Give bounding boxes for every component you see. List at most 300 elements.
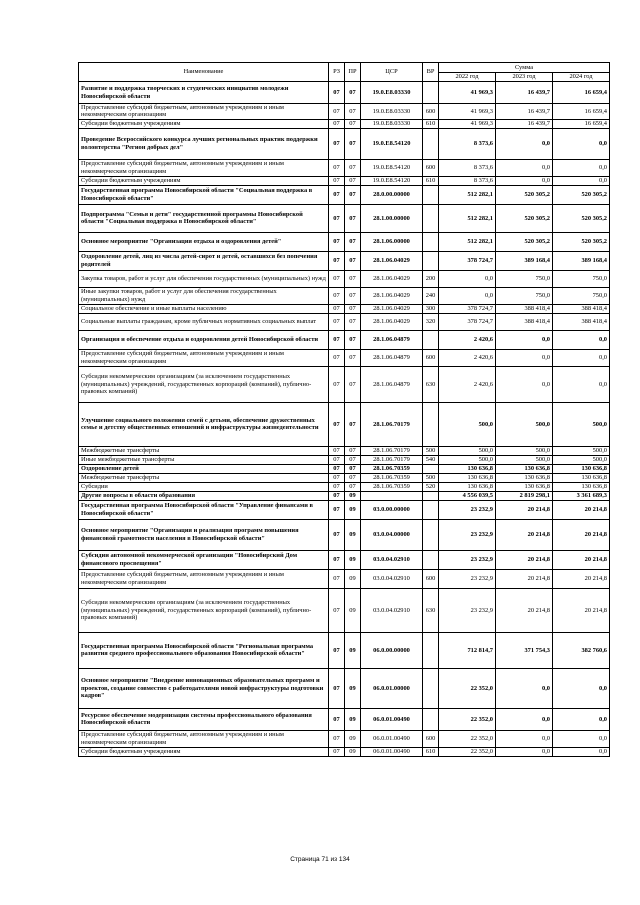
cell-pr: 07 xyxy=(345,159,361,176)
cell-csr: 19.0.E8.54120 xyxy=(361,128,423,159)
cell-2022: 23 232,9 xyxy=(439,588,496,632)
cell-name: Социальные выплаты гражданам, кроме публичных нормативных социальных выплат xyxy=(79,313,329,330)
cell-2024: 500,0 xyxy=(553,446,610,455)
cell-csr: 06.0.01.00490 xyxy=(361,747,423,756)
cell-vr xyxy=(423,232,439,251)
cell-2023: 750,0 xyxy=(496,287,553,304)
cell-rz: 07 xyxy=(329,176,345,185)
header-year-2022: 2022 год xyxy=(439,73,496,82)
cell-2024: 0,0 xyxy=(553,330,610,349)
table-row xyxy=(79,104,610,120)
cell-pr: 07 xyxy=(345,304,361,313)
cell-rz: 07 xyxy=(329,519,345,550)
cell-2022: 8 373,6 xyxy=(439,128,496,159)
cell-2024: 130 636,8 xyxy=(553,473,610,482)
cell-2023: 0,0 xyxy=(496,128,553,159)
cell-vr: 600 xyxy=(423,569,439,588)
cell-2023: 0,0 xyxy=(496,747,553,756)
table-row xyxy=(79,519,610,550)
cell-2022: 0,0 xyxy=(439,287,496,304)
cell-name: Ресурсное обеспечение модернизации системы профессионального образования Новосибирской области xyxy=(79,708,329,730)
cell-2022: 712 814,7 xyxy=(439,632,496,668)
cell-2022: 512 282,1 xyxy=(439,232,496,251)
cell-name: Организация и обеспечение отдыха и оздоровления детей Новосибирской области xyxy=(79,330,329,349)
header-pr: ПР xyxy=(345,63,361,82)
cell-rz: 07 xyxy=(329,402,345,446)
cell-2022: 22 352,0 xyxy=(439,708,496,730)
cell-2024: 500,0 xyxy=(553,455,610,464)
header-vr: ВР xyxy=(423,63,439,82)
cell-pr: 07 xyxy=(345,251,361,270)
cell-name: Улучшение социального положения семей с детьми, обеспечение дружественных семье и детству общественных отношений и инфраструктуры жизнедеятельности xyxy=(79,402,329,446)
cell-name: Оздоровление детей, лиц из числа детей-сирот и детей, оставшихся без попечения родителей xyxy=(79,251,329,270)
table-row xyxy=(79,747,610,756)
cell-vr: 200 xyxy=(423,270,439,287)
cell-vr xyxy=(423,708,439,730)
cell-pr: 09 xyxy=(345,668,361,708)
cell-name: Иные закупки товаров, работ и услуг для обеспечения государственных (муниципальных) нужд xyxy=(79,287,329,304)
cell-2022: 500,0 xyxy=(439,455,496,464)
cell-2024: 388 418,4 xyxy=(553,304,610,313)
table-row xyxy=(79,251,610,270)
cell-2024: 0,0 xyxy=(553,747,610,756)
cell-2024: 750,0 xyxy=(553,270,610,287)
cell-2022: 2 420,6 xyxy=(439,330,496,349)
cell-vr xyxy=(423,668,439,708)
cell-2023: 388 418,4 xyxy=(496,313,553,330)
cell-vr: 600 xyxy=(423,104,439,120)
cell-pr: 09 xyxy=(345,550,361,569)
cell-csr: 03.0.04.02910 xyxy=(361,569,423,588)
cell-name: Субсидии бюджетным учреждениям xyxy=(79,176,329,185)
table-row xyxy=(79,588,610,632)
page-footer: Страница 71 из 134 xyxy=(290,856,350,863)
table-row xyxy=(79,330,610,349)
cell-csr: 28.1.06.70359 xyxy=(361,482,423,491)
cell-vr xyxy=(423,632,439,668)
cell-2022: 130 636,8 xyxy=(439,464,496,473)
cell-csr: 06.0.00.00000 xyxy=(361,632,423,668)
table-row xyxy=(79,632,610,668)
cell-pr: 07 xyxy=(345,82,361,104)
cell-rz: 07 xyxy=(329,455,345,464)
cell-pr: 09 xyxy=(345,708,361,730)
table-row xyxy=(79,464,610,473)
cell-2022: 8 373,6 xyxy=(439,176,496,185)
cell-name: Государственная программа Новосибирской области "Социальная поддержка в Новосибирской области" xyxy=(79,185,329,204)
cell-2022: 130 636,8 xyxy=(439,482,496,491)
table-row xyxy=(79,730,610,747)
table-row xyxy=(79,287,610,304)
cell-vr: 600 xyxy=(423,730,439,747)
cell-pr: 07 xyxy=(345,330,361,349)
cell-pr: 09 xyxy=(345,730,361,747)
cell-rz: 07 xyxy=(329,304,345,313)
cell-rz: 07 xyxy=(329,287,345,304)
cell-2022: 512 282,1 xyxy=(439,185,496,204)
cell-2023: 130 636,8 xyxy=(496,482,553,491)
cell-2024: 20 214,8 xyxy=(553,519,610,550)
header-rz: РЗ xyxy=(329,63,345,82)
cell-2023: 2 819 298,1 xyxy=(496,491,553,500)
cell-csr: 28.1.06.70179 xyxy=(361,446,423,455)
cell-2024: 389 168,4 xyxy=(553,251,610,270)
cell-2022: 512 282,1 xyxy=(439,204,496,232)
cell-vr xyxy=(423,128,439,159)
cell-vr: 500 xyxy=(423,446,439,455)
cell-2022: 22 352,0 xyxy=(439,747,496,756)
table-row xyxy=(79,482,610,491)
cell-pr: 09 xyxy=(345,588,361,632)
cell-pr: 07 xyxy=(345,446,361,455)
cell-rz: 07 xyxy=(329,251,345,270)
cell-rz: 07 xyxy=(329,270,345,287)
cell-2022: 130 636,8 xyxy=(439,473,496,482)
cell-vr: 600 xyxy=(423,159,439,176)
cell-2024: 520 305,2 xyxy=(553,204,610,232)
budget-table xyxy=(78,62,610,757)
cell-2023: 388 418,4 xyxy=(496,304,553,313)
cell-2024: 130 636,8 xyxy=(553,464,610,473)
cell-name: Другие вопросы в области образования xyxy=(79,491,329,500)
cell-pr: 07 xyxy=(345,204,361,232)
cell-name: Субсидии бюджетным учреждениям xyxy=(79,747,329,756)
cell-csr: 28.1.06.04029 xyxy=(361,251,423,270)
cell-vr: 320 xyxy=(423,313,439,330)
table-row xyxy=(79,82,610,104)
cell-csr: 28.1.00.00000 xyxy=(361,204,423,232)
cell-name: Субсидии некоммерческим организациям (за исключением государственных (муниципальных) учреждений, государственных корпораций (компаний), публично-правовых компаний) xyxy=(79,366,329,402)
cell-2024: 0,0 xyxy=(553,128,610,159)
cell-2022: 378 724,7 xyxy=(439,304,496,313)
cell-2024: 0,0 xyxy=(553,159,610,176)
cell-2024: 20 214,8 xyxy=(553,569,610,588)
cell-pr: 07 xyxy=(345,402,361,446)
cell-2023: 0,0 xyxy=(496,330,553,349)
cell-csr: 28.1.06.04029 xyxy=(361,270,423,287)
cell-2024: 20 214,8 xyxy=(553,500,610,519)
cell-2023: 520 305,2 xyxy=(496,185,553,204)
cell-name: Государственная программа Новосибирской области "Управление финансами в Новосибирской области" xyxy=(79,500,329,519)
cell-csr: 03.0.04.02910 xyxy=(361,588,423,632)
cell-vr xyxy=(423,402,439,446)
cell-2024: 0,0 xyxy=(553,668,610,708)
cell-name: Основное мероприятие "Организация отдыха и оздоровления детей" xyxy=(79,232,329,251)
cell-2023: 500,0 xyxy=(496,455,553,464)
cell-2024: 0,0 xyxy=(553,176,610,185)
cell-pr: 07 xyxy=(345,313,361,330)
cell-2023: 20 214,8 xyxy=(496,569,553,588)
table-row xyxy=(79,500,610,519)
cell-2023: 520 305,2 xyxy=(496,232,553,251)
cell-2022: 0,0 xyxy=(439,270,496,287)
cell-vr xyxy=(423,330,439,349)
table-row xyxy=(79,446,610,455)
cell-2022: 23 232,9 xyxy=(439,550,496,569)
cell-2023: 0,0 xyxy=(496,349,553,366)
cell-name: Проведение Всероссийского конкурса лучших региональных практик поддержки волонтерства "Регион добрых дел" xyxy=(79,128,329,159)
cell-csr: 28.0.00.00000 xyxy=(361,185,423,204)
cell-2024: 388 418,4 xyxy=(553,313,610,330)
cell-2024: 520 305,2 xyxy=(553,232,610,251)
cell-2024: 16 659,4 xyxy=(553,104,610,120)
cell-2024: 16 659,4 xyxy=(553,119,610,128)
cell-name: Субсидии автономной некоммерческой организации "Новосибирский Дом финансового просвещения" xyxy=(79,550,329,569)
table-body xyxy=(79,82,610,757)
cell-vr xyxy=(423,204,439,232)
cell-csr: 28.1.06.70179 xyxy=(361,402,423,446)
table-row xyxy=(79,455,610,464)
cell-2023: 371 754,3 xyxy=(496,632,553,668)
cell-2024: 130 636,8 xyxy=(553,482,610,491)
cell-vr: 610 xyxy=(423,747,439,756)
cell-pr: 07 xyxy=(345,366,361,402)
header-year-2023: 2023 год xyxy=(496,73,553,82)
cell-name: Предоставление субсидий бюджетным, автономным учреждениям и иным некоммерческим организациям xyxy=(79,730,329,747)
header-sum: Сумма xyxy=(439,63,610,73)
cell-2023: 20 214,8 xyxy=(496,500,553,519)
cell-2023: 750,0 xyxy=(496,270,553,287)
cell-2023: 130 636,8 xyxy=(496,464,553,473)
cell-2023: 0,0 xyxy=(496,366,553,402)
table-row xyxy=(79,569,610,588)
cell-csr: 06.0.01.00000 xyxy=(361,668,423,708)
cell-2023: 0,0 xyxy=(496,708,553,730)
cell-pr: 07 xyxy=(345,287,361,304)
cell-pr: 09 xyxy=(345,519,361,550)
cell-rz: 07 xyxy=(329,464,345,473)
cell-vr xyxy=(423,500,439,519)
cell-csr: 28.1.06.70359 xyxy=(361,473,423,482)
cell-name: Развитие и поддержка творческих и студенческих инициатив молодежи Новосибирской области xyxy=(79,82,329,104)
table-row xyxy=(79,313,610,330)
header-year-2024: 2024 год xyxy=(553,73,610,82)
cell-2022: 378 724,7 xyxy=(439,313,496,330)
cell-vr xyxy=(423,550,439,569)
cell-pr: 09 xyxy=(345,747,361,756)
cell-2022: 23 232,9 xyxy=(439,569,496,588)
cell-rz: 07 xyxy=(329,708,345,730)
cell-rz: 07 xyxy=(329,185,345,204)
cell-pr: 09 xyxy=(345,500,361,519)
cell-name: Предоставление субсидий бюджетным, автономным учреждениям и иным некоммерческим организациям xyxy=(79,159,329,176)
table-row xyxy=(79,128,610,159)
cell-2023: 389 168,4 xyxy=(496,251,553,270)
cell-name: Закупка товаров, работ и услуг для обеспечения государственных (муниципальных) нужд xyxy=(79,270,329,287)
cell-pr: 07 xyxy=(345,270,361,287)
cell-vr xyxy=(423,185,439,204)
cell-csr: 03.0.04.02910 xyxy=(361,550,423,569)
cell-2022: 8 373,6 xyxy=(439,159,496,176)
cell-pr: 07 xyxy=(345,185,361,204)
cell-2023: 16 439,7 xyxy=(496,82,553,104)
cell-name: Подпрограмма "Семья и дети" государственной программы Новосибирской области "Социальная поддержка в Новосибирской области" xyxy=(79,204,329,232)
cell-rz: 07 xyxy=(329,569,345,588)
cell-name: Социальное обеспечение и иные выплаты населению xyxy=(79,304,329,313)
cell-csr: 28.1.06.70359 xyxy=(361,464,423,473)
budget-table-container xyxy=(78,62,609,757)
cell-rz: 07 xyxy=(329,232,345,251)
cell-2022: 22 352,0 xyxy=(439,668,496,708)
cell-name: Предоставление субсидий бюджетным, автономным учреждениям и иным некоммерческим организациям xyxy=(79,569,329,588)
cell-csr: 19.0.E8.54120 xyxy=(361,176,423,185)
cell-vr xyxy=(423,82,439,104)
cell-2023: 20 214,8 xyxy=(496,588,553,632)
cell-name: Межбюджетные трансферты xyxy=(79,446,329,455)
cell-2023: 500,0 xyxy=(496,402,553,446)
cell-2022: 378 724,7 xyxy=(439,251,496,270)
cell-rz: 07 xyxy=(329,550,345,569)
cell-2024: 382 760,6 xyxy=(553,632,610,668)
cell-name: Предоставление субсидий бюджетным, автономным учреждениям и иным некоммерческим организациям xyxy=(79,349,329,366)
cell-rz: 07 xyxy=(329,632,345,668)
cell-2022: 23 232,9 xyxy=(439,500,496,519)
cell-2024: 16 659,4 xyxy=(553,82,610,104)
cell-vr: 610 xyxy=(423,119,439,128)
cell-2024: 500,0 xyxy=(553,402,610,446)
cell-pr: 07 xyxy=(345,104,361,120)
cell-2022: 41 969,3 xyxy=(439,104,496,120)
cell-name: Субсидии некоммерческим организациям (за исключением государственных (муниципальных) учреждений, государственных корпораций (компаний), публично-правовых компаний) xyxy=(79,588,329,632)
cell-2024: 750,0 xyxy=(553,287,610,304)
cell-csr: 28.1.06.04029 xyxy=(361,287,423,304)
cell-csr: 19.0.E8.03330 xyxy=(361,119,423,128)
cell-csr: 28.1.06.70179 xyxy=(361,455,423,464)
table-row xyxy=(79,402,610,446)
table-row xyxy=(79,473,610,482)
cell-name: Основное мероприятие "Внедрение инновационных образовательных программ и проектов, создание совместно с работодателями новой инфраструктуры подготовки кадров" xyxy=(79,668,329,708)
cell-csr: 19.0.E8.54120 xyxy=(361,159,423,176)
cell-vr xyxy=(423,491,439,500)
header-name: Наименование xyxy=(79,63,329,82)
cell-vr: 500 xyxy=(423,473,439,482)
cell-pr: 09 xyxy=(345,491,361,500)
cell-vr xyxy=(423,519,439,550)
cell-rz: 07 xyxy=(329,446,345,455)
table-row xyxy=(79,349,610,366)
cell-vr: 600 xyxy=(423,349,439,366)
cell-vr: 630 xyxy=(423,366,439,402)
cell-2024: 20 214,8 xyxy=(553,550,610,569)
cell-vr xyxy=(423,251,439,270)
cell-vr: 240 xyxy=(423,287,439,304)
cell-2024: 3 361 689,3 xyxy=(553,491,610,500)
cell-2023: 130 636,8 xyxy=(496,473,553,482)
cell-vr xyxy=(423,464,439,473)
cell-csr: 28.1.06.04029 xyxy=(361,313,423,330)
table-row xyxy=(79,119,610,128)
cell-2022: 22 352,0 xyxy=(439,730,496,747)
cell-2022: 4 556 039,5 xyxy=(439,491,496,500)
cell-pr: 09 xyxy=(345,569,361,588)
cell-rz: 07 xyxy=(329,104,345,120)
cell-csr: 28.1.06.04879 xyxy=(361,330,423,349)
header-csr: ЦСР xyxy=(361,63,423,82)
cell-pr: 07 xyxy=(345,349,361,366)
cell-pr: 07 xyxy=(345,473,361,482)
cell-2024: 20 214,8 xyxy=(553,588,610,632)
cell-pr: 07 xyxy=(345,464,361,473)
cell-2023: 0,0 xyxy=(496,668,553,708)
cell-name: Межбюджетные трансферты xyxy=(79,473,329,482)
cell-rz: 07 xyxy=(329,747,345,756)
cell-rz: 07 xyxy=(329,730,345,747)
cell-2023: 520 305,2 xyxy=(496,204,553,232)
cell-csr: 03.0.00.00000 xyxy=(361,500,423,519)
cell-2023: 20 214,8 xyxy=(496,550,553,569)
cell-csr xyxy=(361,491,423,500)
cell-pr: 09 xyxy=(345,632,361,668)
table-row xyxy=(79,550,610,569)
cell-csr: 19.0.E8.03330 xyxy=(361,104,423,120)
cell-rz: 07 xyxy=(329,668,345,708)
cell-rz: 07 xyxy=(329,473,345,482)
cell-rz: 07 xyxy=(329,204,345,232)
cell-2023: 500,0 xyxy=(496,446,553,455)
cell-2024: 0,0 xyxy=(553,730,610,747)
cell-csr: 19.0.E8.03330 xyxy=(361,82,423,104)
cell-csr: 06.0.01.00490 xyxy=(361,730,423,747)
cell-rz: 07 xyxy=(329,588,345,632)
cell-2024: 0,0 xyxy=(553,708,610,730)
cell-2022: 23 232,9 xyxy=(439,519,496,550)
cell-name: Основное мероприятие "Организация и реализация программ повышения финансовой грамотности населения в Новосибирской области" xyxy=(79,519,329,550)
table-row xyxy=(79,708,610,730)
cell-rz: 07 xyxy=(329,82,345,104)
cell-2023: 16 439,7 xyxy=(496,119,553,128)
cell-2022: 41 969,3 xyxy=(439,119,496,128)
table-row xyxy=(79,304,610,313)
cell-vr: 610 xyxy=(423,176,439,185)
cell-2022: 500,0 xyxy=(439,446,496,455)
cell-2023: 0,0 xyxy=(496,730,553,747)
cell-csr: 28.1.06.04879 xyxy=(361,349,423,366)
cell-csr: 06.0.01.00490 xyxy=(361,708,423,730)
cell-2023: 0,0 xyxy=(496,176,553,185)
cell-2022: 500,0 xyxy=(439,402,496,446)
cell-2024: 0,0 xyxy=(553,366,610,402)
cell-2024: 520 305,2 xyxy=(553,185,610,204)
table-row xyxy=(79,491,610,500)
table-row xyxy=(79,159,610,176)
cell-2022: 2 420,6 xyxy=(439,366,496,402)
cell-rz: 07 xyxy=(329,313,345,330)
table-row xyxy=(79,176,610,185)
cell-vr: 520 xyxy=(423,482,439,491)
cell-vr: 540 xyxy=(423,455,439,464)
table-row xyxy=(79,270,610,287)
cell-2022: 2 420,6 xyxy=(439,349,496,366)
cell-csr: 28.1.06.00000 xyxy=(361,232,423,251)
table-row xyxy=(79,232,610,251)
cell-rz: 07 xyxy=(329,330,345,349)
cell-name: Субсидии бюджетным учреждениям xyxy=(79,119,329,128)
cell-2024: 0,0 xyxy=(553,349,610,366)
table-row xyxy=(79,668,610,708)
table-row xyxy=(79,185,610,204)
cell-2022: 41 969,3 xyxy=(439,82,496,104)
table-row xyxy=(79,204,610,232)
cell-2023: 0,0 xyxy=(496,159,553,176)
cell-name: Субсидии xyxy=(79,482,329,491)
cell-rz: 07 xyxy=(329,491,345,500)
cell-name: Оздоровление детей xyxy=(79,464,329,473)
cell-rz: 07 xyxy=(329,159,345,176)
cell-name: Предоставление субсидий бюджетным, автономным учреждениям и иным некоммерческим организациям xyxy=(79,104,329,120)
cell-rz: 07 xyxy=(329,482,345,491)
cell-vr: 300 xyxy=(423,304,439,313)
cell-rz: 07 xyxy=(329,128,345,159)
